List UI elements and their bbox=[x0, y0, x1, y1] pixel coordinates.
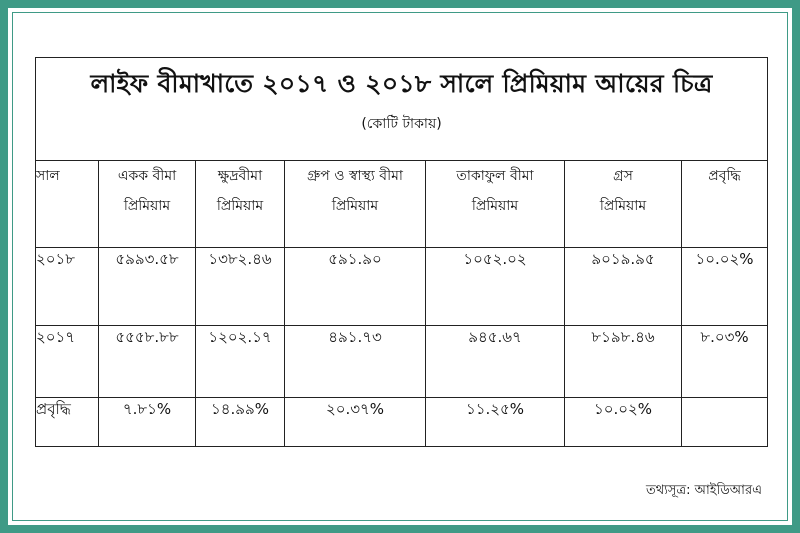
header-group-health-premium: গ্রুপ ও স্বাস্থ্য বীমা প্রিমিয়াম bbox=[285, 161, 426, 248]
table-row bbox=[36, 326, 768, 398]
table-row bbox=[36, 248, 768, 326]
cell-takaful: ১০৫২.০২ bbox=[426, 248, 565, 326]
cell-group-health: ৪৯১.৭৩ bbox=[285, 326, 426, 398]
cell-micro: ১৪.৯৯% bbox=[196, 398, 285, 447]
table-title: লাইফ বীমাখাতে ২০১৭ ও ২০১৮ সালে প্রিমিয়াম আয়ের চিত্র bbox=[90, 69, 713, 98]
cell-group-health: ২০.৩৭% bbox=[285, 398, 426, 447]
cell-growth-label: প্রবৃদ্ধি bbox=[36, 398, 99, 447]
table-subtitle: (কোটি টাকায়) bbox=[361, 116, 442, 132]
header-takaful-premium: তাকাফুল বীমা প্রিমিয়াম bbox=[426, 161, 565, 248]
cell-year: ২০১৭ bbox=[36, 326, 99, 398]
cell-gross: ১০.০২% bbox=[565, 398, 682, 447]
header-gross-premium: গ্রস প্রিমিয়াম bbox=[565, 161, 682, 248]
header-growth: প্রবৃদ্ধি bbox=[682, 161, 768, 248]
cell-takaful: ৯৪৫.৬৭ bbox=[426, 326, 565, 398]
cell-gross: ৮১৯৮.৪৬ bbox=[565, 326, 682, 398]
cell-takaful: ১১.২৫% bbox=[426, 398, 565, 447]
premium-table bbox=[35, 57, 768, 447]
source-note: তথ্যসূত্র: আইডিআরএ bbox=[645, 483, 762, 498]
table-row bbox=[36, 398, 768, 447]
cell-gross: ৯০১৯.৯৫ bbox=[565, 248, 682, 326]
header-row bbox=[36, 161, 768, 248]
cell-individual: ৫৯৯৩.৫৮ bbox=[99, 248, 196, 326]
table-title-cell bbox=[36, 58, 768, 161]
cell-individual: ৫৫৫৮.৮৮ bbox=[99, 326, 196, 398]
header-year: সাল bbox=[36, 161, 99, 248]
cell-micro: ১৩৮২.৪৬ bbox=[196, 248, 285, 326]
cell-individual: ৭.৮১% bbox=[99, 398, 196, 447]
cell-group-health: ৫৯১.৯০ bbox=[285, 248, 426, 326]
header-micro-premium: ক্ষুদ্রবীমা প্রিমিয়াম bbox=[196, 161, 285, 248]
cell-micro: ১২০২.১৭ bbox=[196, 326, 285, 398]
cell-growth: ১০.০২% bbox=[682, 248, 768, 326]
cell-growth: ৮.০৩% bbox=[682, 326, 768, 398]
cell-growth bbox=[682, 398, 768, 447]
header-individual-premium: একক বীমা প্রিমিয়াম bbox=[99, 161, 196, 248]
cell-year: ২০১৮ bbox=[36, 248, 99, 326]
